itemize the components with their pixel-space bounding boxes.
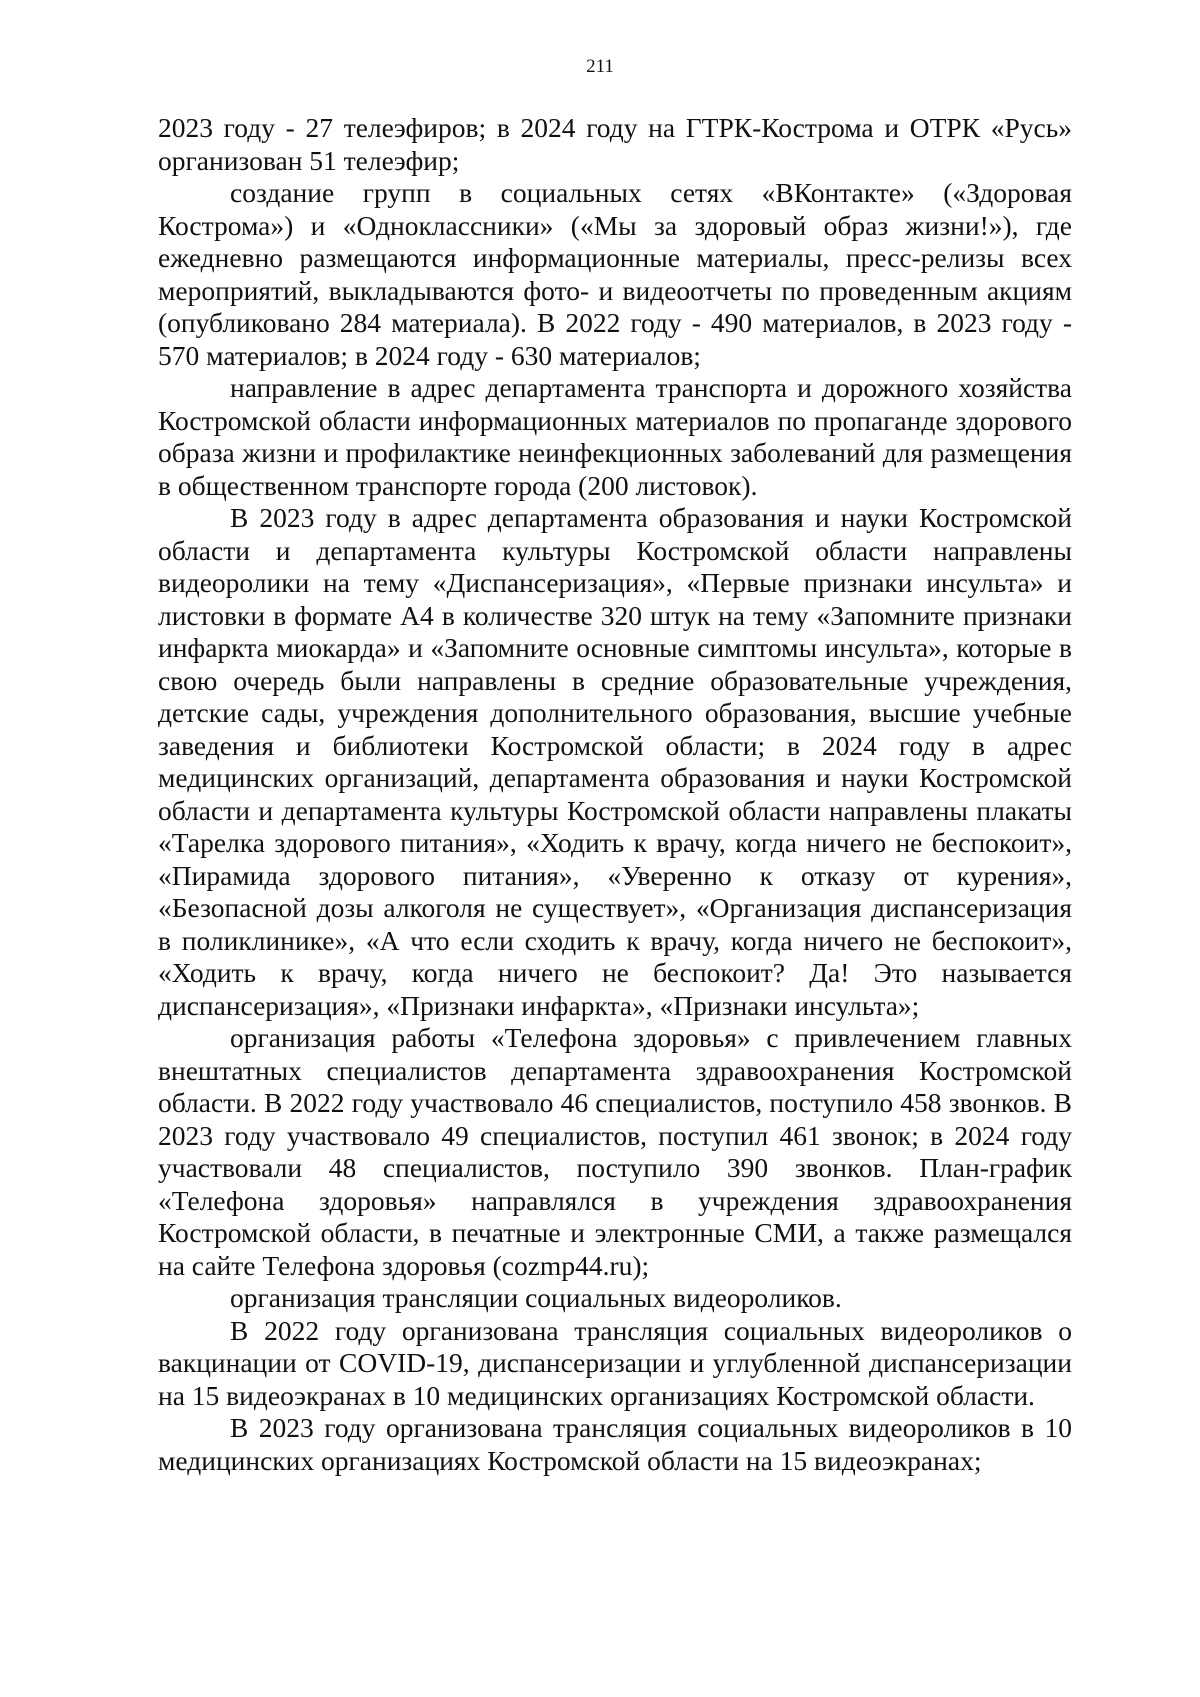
paragraph: 2023 году - 27 телеэфиров; в 2024 году на ГТРК-Кострома и ОТРК «Русь» организован 51 телеэфир; bbox=[158, 112, 1072, 176]
paragraph: организация трансляции социальных видеороликов. bbox=[230, 1282, 842, 1313]
page-number: 211 bbox=[586, 56, 614, 77]
paragraph: организация работы «Телефона здоровья» с привлечением главных внештатных специалистов департамента здравоохранения Костромской области. В 2022 году участвовало 46 специалистов, поступило 458 звонков. В 2023 году участвовало 49 специалистов, поступил 461 звонок; в 2024 году участвовали 48 специалистов, поступило 390 звонков. План-график «Телефона здоровья» направлялся в учреждения здравоохранения Костромской области, в печатные и электронные СМИ, а также размещался на сайте Телефона здоровья (cozmp44.ru); bbox=[158, 1022, 1072, 1281]
paragraph: В 2023 году организована трансляция социальных видеороликов в 10 медицинских организациях Костромской области на 15 видеоэкранах; bbox=[158, 1412, 1072, 1476]
paragraph: В 2022 году организована трансляция социальных видеороликов о вакцинации от COVID-19, диспансеризации и углубленной диспансеризации на 15 видеоэкранах в 10 медицинских организациях Костромской области. bbox=[158, 1314, 1072, 1411]
paragraph: В 2023 году в адрес департамента образования и науки Костромской области и департамента культуры Костромской области направлены видеоролики на тему «Диспансеризация», «Первые признаки инсульта» и листовки в формате А4 в количестве 320 штук на тему «Запомните признаки инфаркта миокарда» и «Запомните основные симптомы инсульта», которые в свою очередь были направлены в средние образовательные учреждения, детские сады, учреждения дополнительного образования, высшие учебные заведения и библиотеки Костромской области; в 2024 году в адрес медицинских организаций, департамента образования и науки Костромской области и департамента культуры Костромской области направлены плакаты «Тарелка здорового питания», «Ходить к врачу, когда ничего не беспокоит», «Пирамида здорового питания», «Уверенно к отказу от курения», «Безопасной дозы алкоголя не существует», «Организация диспансеризация в поликлинике», «А что если сходить к врачу, когда ничего не беспокоит», «Ходить к врачу, когда ничего не беспокоит? Да! Это называется диспансеризация», «Признаки инфаркта», «Признаки инсульта»; bbox=[158, 502, 1072, 1021]
paragraph: направление в адрес департамента транспорта и дорожного хозяйства Костромской области информационных материалов по пропаганде здорового образа жизни и профилактике неинфекционных заболеваний для размещения в общественном транспорте города (200 листовок). bbox=[158, 372, 1072, 501]
document-body bbox=[158, 112, 1072, 1477]
paragraph: создание групп в социальных сетях «ВКонтакте» («Здоровая Кострома») и «Одноклассники» («Мы за здоровый образ жизни!»), где ежедневно размещаются информационные материалы, пресс-релизы всех мероприятий, выкладываются фото- и видеоотчеты по проведенным акциям (опубликовано 284 материала). В 2022 году - 490 материалов, в 2023 году - 570 материалов; в 2024 году - 630 материалов; bbox=[158, 177, 1072, 371]
